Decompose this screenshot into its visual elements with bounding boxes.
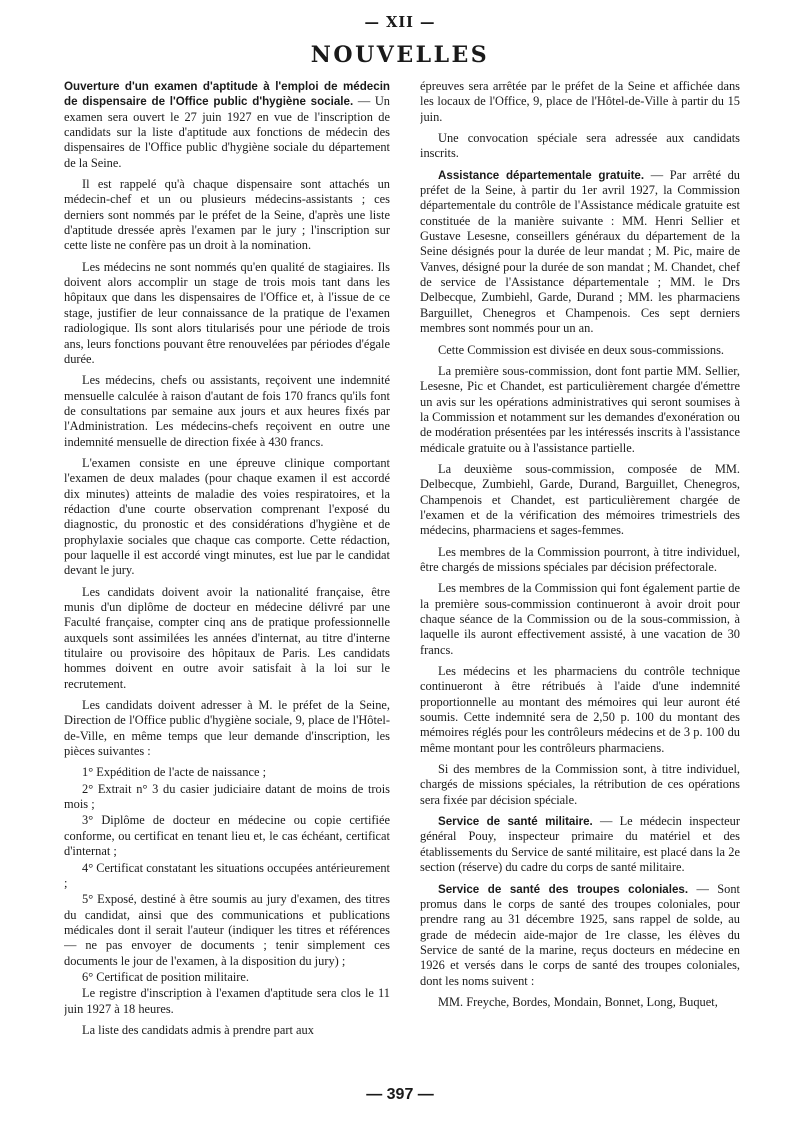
paragraph: L'examen consiste en une épreuve clinique comportant l'examen de deux malades (pour chaque examen il est accordé dix minutes) atteints de maladie des voies respiratoires, et la rédaction d'une courte observation comprenant l'exposé du diagnostic, du pronostic et des considérations d'hygiène et de prophylaxie sociales que chaque cas comporte. Cette rédaction, pour laquelle il est accordé vingt minutes, est lue par le candidat devant le jury. <box>64 455 390 578</box>
page-folio: — XII — <box>364 14 436 31</box>
list-item: 5° Exposé, destiné à être soumis au jury d'examen, des titres du candidat, ainsi que des communications et publications médicales dont il serait l'auteur (indiquer les titres et références — ne pas envoyer de documents ; tenir simplement ces documents le jour de l'examen, à la disposition du jury) ; <box>64 892 390 968</box>
list-item: 2° Extrait n° 3 du casier judiciaire datant de moins de trois mois ; <box>64 781 390 812</box>
paragraph: Une convocation spéciale sera adressée aux candidats inscrits. <box>420 131 740 161</box>
article-title-assistance: Assistance départementale gratuite. <box>438 168 645 182</box>
paragraph: La deuxième sous-commission, composée de MM. Delbecque, Zumbiehl, Garde, Durand, Barguillet, Chenegros, Champenois et Chandet, est particulièrement chargée de l'examen et de la vérification des mémoires trimestriels des médecins, pharmaciens et sages-femmes. <box>420 461 740 538</box>
paragraph: MM. Freyche, Bordes, Mondain, Bonnet, Long, Buquet, <box>438 994 718 1009</box>
page-number: — 397 — <box>366 1086 434 1103</box>
paragraph: Les membres de la Commission pourront, à titre individuel, être chargés de missions spéciales par décision préfectorale. <box>420 544 740 574</box>
list-item: 3° Diplôme de docteur en médecine ou copie certifiée conforme, ou certificat en tenant lieu et, le cas échéant, certificat d'internat ; <box>64 813 390 859</box>
paragraph: Les candidats doivent adresser à M. le préfet de la Seine, Direction de l'Office public d'hygiène sociale, 9, place de l'Hôtel-de-Ville, en même temps que leur demande d'inscription, les pièces suivantes : <box>64 698 390 759</box>
article-title-exam: Ouverture d'un examen d'aptitude à l'emploi de médecin de dispensaire de l'Office public d'hygiène sociale. <box>64 80 390 109</box>
list-item: 6° Certificat de position militaire. <box>82 969 250 984</box>
paragraph: Si des membres de la Commission sont, à titre individuel, chargés de missions spéciales, la rétribution de ces opérations sera fixée par décision spéciale. <box>420 762 740 807</box>
paragraph: Cette Commission est divisée en deux sous-commissions. <box>438 342 725 357</box>
paragraph: Les médecins, chefs ou assistants, reçoivent une indemnité mensuelle calculée à raison d'autant de fois 170 francs qu'ils font de consultations par semaine aux jours et aux heures fixés par l'Administration. Les médecins-chefs reçoivent en outre une indemnité mensuelle de direction fixée à 430 francs. <box>64 373 390 449</box>
article-assistance: Assistance départementale gratuite. — Par arrêté du préfet de la Seine, à partir du 1er avril 1927, la Commission départementale du contrôle de l'Assistance médicale gratuite est constituée de la manière suivante : MM. Henri Sellier et Gustave Lesesne, conseillers généraux du département de la Seine désignés pour la durée de leur mandat ; M. Pic, maire de Vanves, désigné pour la durée de son mandat ; M. Chandet, chef de service de l'Assistance départementale ; MM. le Drs Delbecque, Zumbiehl, Garde, Durand ; MM. les pharmaciens Barguillet, Chenegros et Champenois. Ces sept derniers membres sont nommés pour un an. <box>420 167 740 336</box>
paragraph: Le registre d'inscription à l'examen d'aptitude sera clos le 11 juin 1927 à 18 heures. <box>64 986 390 1016</box>
paragraph: Les médecins ne sont nommés qu'en qualité de stagiaires. Ils doivent alors accomplir un stage de trois mois tant dans les hôpitaux que dans les dispensaires de l'Office et, à l'issue de ce stage, justifier de leur connaissance de la pratique de l'examen radiologique. Ils sont alors titularisés pour une période de trois ans, leurs fonctions pouvant être renouvelées par périodes d'égale durée. <box>64 259 390 366</box>
paragraph: Les médecins et les pharmaciens du contrôle technique continueront à être rétribués à l'aide d'une indemnité proportionnelle au montant des mémoires qui leur auront été soumis. Cette indemnité sera de 2,50 p. 100 du montant des mémoires réglés pour les contrôleurs médecins et de 3 p. 100 du même montant pour les contrôleurs pharmaciens. <box>420 664 740 755</box>
article-title-troupes-coloniales: Service de santé des troupes coloniales. <box>438 882 689 896</box>
article-exam-intro: Ouverture d'un examen d'aptitude à l'emploi de médecin de dispensaire de l'Office public d'hygiène sociale. — Un examen sera ouvert le 27 juin 1927 en vue de l'inscription de candidats sur la liste d'aptitude aux fonctions de médecin des dispensaires de l'Office public d'hygiène sociale du département de la Seine. <box>64 80 390 170</box>
paragraph: Les membres de la Commission qui font également partie de la première sous-commission continueront à avoir droit pour chaque séance de la Commission ou de la sous-commission, à laquelle ils auront effectivement assisté, à une vacation de 30 francs. <box>420 581 740 657</box>
article-sante-militaire: Service de santé militaire. — Le médecin inspecteur général Pouy, inspecteur primaire du matériel et des établissements du Service de santé militaire, est placé dans la 2e section (réserve) du cadre du corps de santé militaire. <box>420 814 740 875</box>
article-title-sante-militaire: Service de santé militaire. <box>438 815 593 829</box>
paragraph: La liste des candidats admis à prendre part aux <box>82 1022 314 1037</box>
paragraph: Les candidats doivent avoir la nationalité française, être munis d'un diplôme de docteur en médecine délivré par une Faculté française, compter cinq ans de pratique professionnelle auxquels sont assimilées les années d'internat, au titre d'interne titulaire ou provisoire des hôpitaux de Paris. Les candidats hommes doivent en outre avoir satisfait à la loi sur le recrutement. <box>64 584 390 691</box>
paragraph: Il est rappelé qu'à chaque dispensaire sont attachés un médecin-chef et un ou plusieurs médecins-assistants ; ces derniers sont nommés par le préfet de la Seine, d'après une liste d'aptitude dressée après l'examen par le jury ; l'inscription sur cette liste ne confère pas un droit à la nomination. <box>64 177 390 253</box>
list-item: 1° Expédition de l'acte de naissance ; <box>82 765 267 780</box>
paragraph: La première sous-commission, dont font partie MM. Sellier, Lesesne, Pic et Chandet, est particulièrement chargée d'émettre un avis sur les opérations administratives qui seront soumises à la Commission et notamment sur les demandes d'exonération ou de modération présentées par les intéressés inscrits à l'assistance médicale gratuite ou à l'assistance partielle. <box>420 363 740 455</box>
article-troupes-coloniales: Service de santé des troupes coloniales. — Sont promus dans le corps de santé des troupes coloniales, pour prendre rang au 31 décembre 1925, sans rappel de solde, au grade de médecin aide-major de 1re classe, les élèves du Service de santé de la marine, reçus docteurs en médecine en 1926 et versés dans le corps de santé des troupes coloniales, dont les noms suivent : <box>420 881 740 988</box>
list-item: 4° Certificat constatant les situations occupées antérieurement ; <box>64 860 390 890</box>
paragraph: épreuves sera arrêtée par le préfet de la Seine et affichée dans les locaux de l'Office, 9, place de l'Hôtel-de-Ville à partir du 15 juin. <box>420 79 740 124</box>
left-column <box>64 79 390 1082</box>
section-heading: NOUVELLES <box>310 42 490 68</box>
right-column <box>420 79 740 1082</box>
